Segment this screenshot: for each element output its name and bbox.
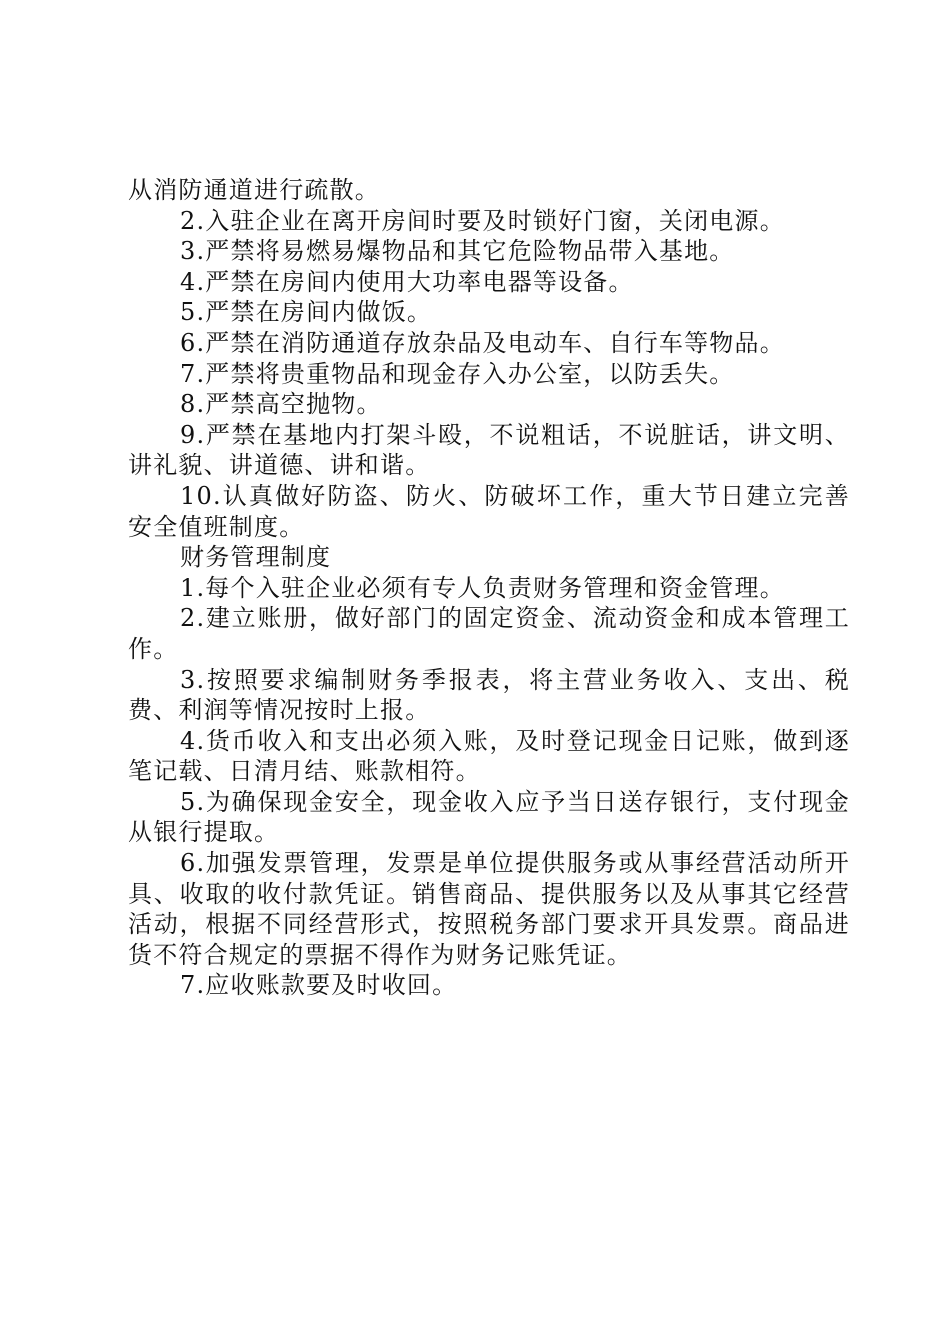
paragraph-rule-2: 2.入驻企业在离开房间时要及时锁好门窗，关闭电源。 <box>180 206 785 235</box>
paragraph-rule-9: 9.严禁在基地内打架斗殴，不说粗话，不说脏话，讲文明、讲礼貌、讲道德、讲和谐。 <box>128 420 850 480</box>
paragraph-finance-5: 5.为确保现金安全，现金收入应予当日送存银行，支付现金从银行提取。 <box>128 787 850 847</box>
paragraph-finance-4: 4.货币收入和支出必须入账，及时登记现金日记账，做到逐笔记载、日清月结、账款相符。 <box>128 726 850 786</box>
paragraph-finance-1: 1.每个入驻企业必须有专人负责财务管理和资金管理。 <box>180 573 785 602</box>
paragraph-finance-7: 7.应收账款要及时收回。 <box>180 971 458 1000</box>
paragraph-finance-6: 6.加强发票管理，发票是单位提供服务或从事经营活动所开具、收取的收付款凭证。销售商品、提供服务以及从事其它经营活动，根据不同经营形式，按照税务部门要求开具发票。商品进货不符合规定的票据不得作为财务记账凭证。 <box>128 849 850 969</box>
paragraph-rule-8: 8.严禁高空抛物。 <box>180 390 382 419</box>
paragraph-finance-2: 2.建立账册，做好部门的固定资金、流动资金和成本管理工作。 <box>128 604 850 663</box>
paragraph-finance-3: 3.按照要求编制财务季报表，将主营业务收入、支出、税费、利润等情况按时上报。 <box>128 665 850 725</box>
paragraph-rule-10: 10.认真做好防盗、防火、防破坏工作，重大节日建立完善安全值班制度。 <box>128 481 850 541</box>
section-heading-finance: 财务管理制度 <box>180 543 332 572</box>
paragraph-rule-6: 6.严禁在消防通道存放杂品及电动车、自行车等物品。 <box>180 328 785 357</box>
document-body <box>128 175 850 1001</box>
paragraph-rule-5: 5.严禁在房间内做饭。 <box>180 298 433 327</box>
paragraph-rule-7: 7.严禁将贵重物品和现金存入办公室，以防丢失。 <box>180 359 735 388</box>
paragraph-continuation: 从消防通道进行疏散。 <box>128 176 380 204</box>
paragraph-rule-3: 3.严禁将易燃易爆物品和其它危险物品带入基地。 <box>180 237 735 266</box>
paragraph-rule-4: 4.严禁在房间内使用大功率电器等设备。 <box>180 267 634 296</box>
